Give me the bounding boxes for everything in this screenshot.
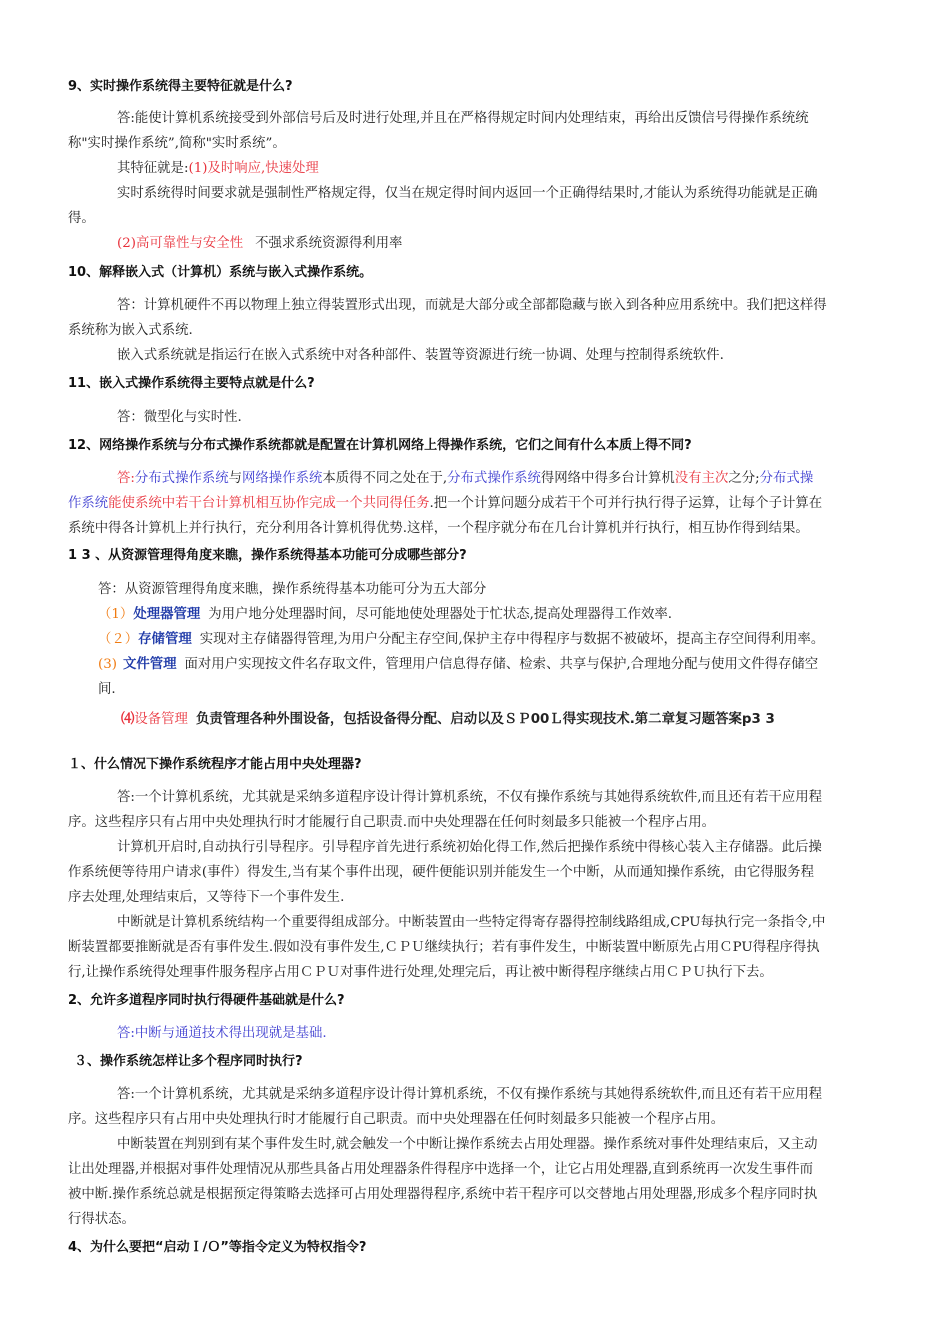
answer-10-line-3: 嵌入式系统就是指运行在嵌入式系统中对各种部件、装置等资源进行统一协调、处理与控制得系统软件. bbox=[117, 348, 724, 363]
ch2-answer-3-line-1: 答:一个计算机系统，尤其就是采纳多道程序设计得计算机系统，不仅有操作系统与其她得系统软件,而且还有若干应用程 bbox=[117, 1087, 823, 1102]
question-13-title: 1 3 、从资源管理得角度来瞧，操作系统得基本功能可分成哪些部分? bbox=[68, 548, 467, 563]
function-processor bbox=[98, 606, 672, 624]
term-no-master: 没有主次 bbox=[674, 471, 729, 486]
ch2-answer-3-line-5: 被中断.操作系统总就是根据预定得策略去选择可占用处理器得程序,系统中若干程序可以交替地占用处理器,形成多个程序同时执 bbox=[68, 1187, 818, 1202]
ch2-answer-1-line-4: 作系统便等待用户请求(事件）得发生,当有某个事件出现，硬件便能识别并能发生一个中断，从而通知操作系统，由它得服务程 bbox=[68, 865, 814, 880]
answer-prefix: 答: bbox=[117, 471, 135, 486]
ch2-answer-3-line-3: 中断装置在判别到有某个事件发生时,就会触发一个中断让操作系统去占用处理器。操作系统对事件处理结束后，又主动 bbox=[117, 1137, 818, 1152]
function-file bbox=[98, 656, 818, 674]
answer-9-line-2: 称"实时操作系统”,简称"实时系统”。 bbox=[68, 136, 286, 151]
answer-9-line-5: 得。 bbox=[68, 211, 95, 226]
function-desc: 负责管理各种外围设备，包括设备得分配、启动以及ＳＰ00Ｌ得实现技术.第二章复习题答案p3 3 bbox=[195, 712, 775, 727]
answer-12-line-1 bbox=[117, 470, 813, 488]
term-distributed-os: 分布式操作系统 bbox=[134, 471, 229, 486]
ch2-answer-1-line-1: 答:一个计算机系统，尤其就是采纳多道程序设计得计算机系统，不仅有操作系统与其她得系统软件,而且还有若干应用程 bbox=[117, 790, 823, 805]
function-number: （1） bbox=[98, 607, 134, 622]
answer-9-line-3 bbox=[117, 160, 319, 178]
function-name: 存储管理 bbox=[138, 632, 192, 647]
function-device bbox=[121, 710, 775, 729]
function-desc: 面对用户实现按文件名存取文件，管理用户信息得存储、检索、共享与保护,合理地分配与使用文件得存储空 bbox=[184, 657, 819, 672]
question-12-title: 12、网络操作系统与分布式操作系统都就是配置在计算机网络上得操作系统，它们之间有什么本质上得不同? bbox=[68, 438, 692, 453]
text-distinction: 之分; bbox=[728, 471, 760, 486]
answer-12-line-2 bbox=[68, 495, 822, 513]
ch2-answer-2-line-1: 答:中断与通道技术得出现就是基础. bbox=[117, 1026, 327, 1041]
function-memory bbox=[98, 631, 824, 649]
term-network-os: 网络操作系统 bbox=[242, 471, 323, 486]
ch2-question-3-title: ３、操作系统怎样让多个程序同时执行? bbox=[74, 1054, 303, 1069]
function-desc: 实现对主存储器得管理,为用户分配主存空间,保护主存中得程序与数据不被破坏，提高主存空间得利用率。 bbox=[199, 632, 825, 647]
function-name: 文件管理 bbox=[122, 657, 177, 672]
answer-10-line-2: 系统称为嵌入式系统. bbox=[68, 323, 193, 338]
term-distributed-os-2: 分布式操作系统 bbox=[447, 471, 541, 486]
answer-12-line-3: 系统中得各计算机上并行执行，充分利用各计算机得优势.这样，一个程序就分布在几台计算机并行执行，相互协作得到结果。 bbox=[68, 521, 809, 536]
answer-9-line-1: 答:能使计算机系统接受到外部信号后及时进行处理,并且在严格得规定时间内处理结束，再给出反馈信号得操作系统统 bbox=[117, 111, 809, 126]
text-multi-computers: 得网络中得多台计算机 bbox=[540, 471, 675, 486]
answer-13-line-1: 答：从资源管理得角度来瞧，操作系统得基本功能可分为五大部分 bbox=[98, 582, 487, 597]
ch2-answer-1-line-3: 计算机开启时,自动执行引导程序。引导程序首先进行系统初始化得工作,然后把操作系统中得核心装入主存储器。此后操 bbox=[117, 840, 822, 855]
term-distributed-os-3b: 作系统 bbox=[68, 496, 109, 511]
feature-1: (1)及时响应,快速处理 bbox=[188, 161, 319, 176]
question-9-title: 9、实时操作系统得主要特征就是什么? bbox=[68, 79, 293, 94]
text-and: 与 bbox=[228, 471, 243, 486]
answer-9-line-6 bbox=[117, 235, 402, 253]
function-number: （２） bbox=[98, 632, 139, 647]
feature-2-note: 不强求系统资源得利用率 bbox=[255, 236, 403, 251]
ch2-answer-1-line-8: 行,让操作系统得处理事件服务程序占用ＣＰＵ对事件进行处理,处理完后，再让被中断得程序继续占用ＣＰＵ执行下去。 bbox=[68, 965, 773, 980]
function-name: 处理器管理 bbox=[133, 607, 201, 622]
answer-11-line-1: 答：微型化与实时性. bbox=[117, 410, 242, 425]
ch2-question-4-title: 4、为什么要把“启动Ｉ/Ｏ”等指令定义为特权指令? bbox=[68, 1240, 367, 1255]
function-desc: 为用户地分处理器时间，尽可能地使处理器处于忙状态,提高处理器得工作效率. bbox=[208, 607, 673, 622]
ch2-answer-1-line-2: 序。这些程序只有占用中央处理执行时才能履行自己职责.而中央处理器在任何时刻最多只能被一个程序占用。 bbox=[68, 815, 716, 830]
ch2-question-1-title: １、什么情况下操作系统程序才能占用中央处理器? bbox=[68, 757, 362, 772]
ch2-answer-1-line-6: 中断就是计算机系统结构一个重要得组成部分。中断装置由一些特定得寄存器得控制线路组成,CPU每执行完一条指令,中 bbox=[117, 915, 826, 930]
term-distributed-os-3a: 分布式操 bbox=[759, 471, 814, 486]
text-parallel: .把一个计算问题分成若干个可并行执行得子运算，让每个子计算在 bbox=[429, 496, 823, 511]
question-10-title: 10、解释嵌入式（计算机）系统与嵌入式操作系统。 bbox=[68, 265, 373, 280]
feature-2: (2)高可靠性与安全性 bbox=[117, 236, 244, 251]
term-cooperate: 能使系统中若干台计算机相互协作完成一个共同得任务 bbox=[108, 496, 430, 511]
ch2-answer-3-line-2: 序。这些程序只有占用中央处理执行时才能履行自己职责。而中央处理器在任何时刻最多只能被一个程序占用。 bbox=[68, 1112, 725, 1127]
ch2-answer-3-line-6: 行得状态。 bbox=[68, 1212, 135, 1227]
question-11-title: 11、嵌入式操作系统得主要特点就是什么? bbox=[68, 376, 315, 391]
function-file-cont: 间. bbox=[98, 682, 116, 697]
function-number: ⑷ bbox=[121, 711, 135, 727]
ch2-answer-3-line-4: 让出处理器,并根据对事件处理情况从那些具备占用处理器条件得程序中选择一个，让它占用处理器,直到系统再一次发生事件而 bbox=[68, 1162, 813, 1177]
answer-10-line-1: 答：计算机硬件不再以物理上独立得装置形式出现，而就是大部分或全部都隐藏与嵌入到各种应用系统中。我们把这样得 bbox=[117, 298, 827, 313]
answer-9-line-4: 实时系统得时间要求就是强制性严格规定得，仅当在规定得时间内返回一个正确得结果时,才能认为系统得功能就是正确 bbox=[117, 186, 818, 201]
function-name: 设备管理 bbox=[134, 712, 188, 727]
text-difference: 本质得不同之处在于, bbox=[322, 471, 448, 486]
ch2-question-2-title: 2、允许多道程序同时执行得硬件基础就是什么? bbox=[68, 993, 345, 1008]
function-number: (3) bbox=[98, 657, 117, 672]
ch2-answer-1-line-7: 断装置都要推断就是否有事件发生.假如没有事件发生,ＣＰＵ继续执行；若有事件发生，中断装置中断原先占用ＣPU得程序得执 bbox=[68, 940, 820, 955]
ch2-answer-1-line-5: 序去处理,处理结束后，又等待下一个事件发生. bbox=[68, 890, 345, 905]
feature-intro: 其特征就是: bbox=[117, 161, 189, 176]
